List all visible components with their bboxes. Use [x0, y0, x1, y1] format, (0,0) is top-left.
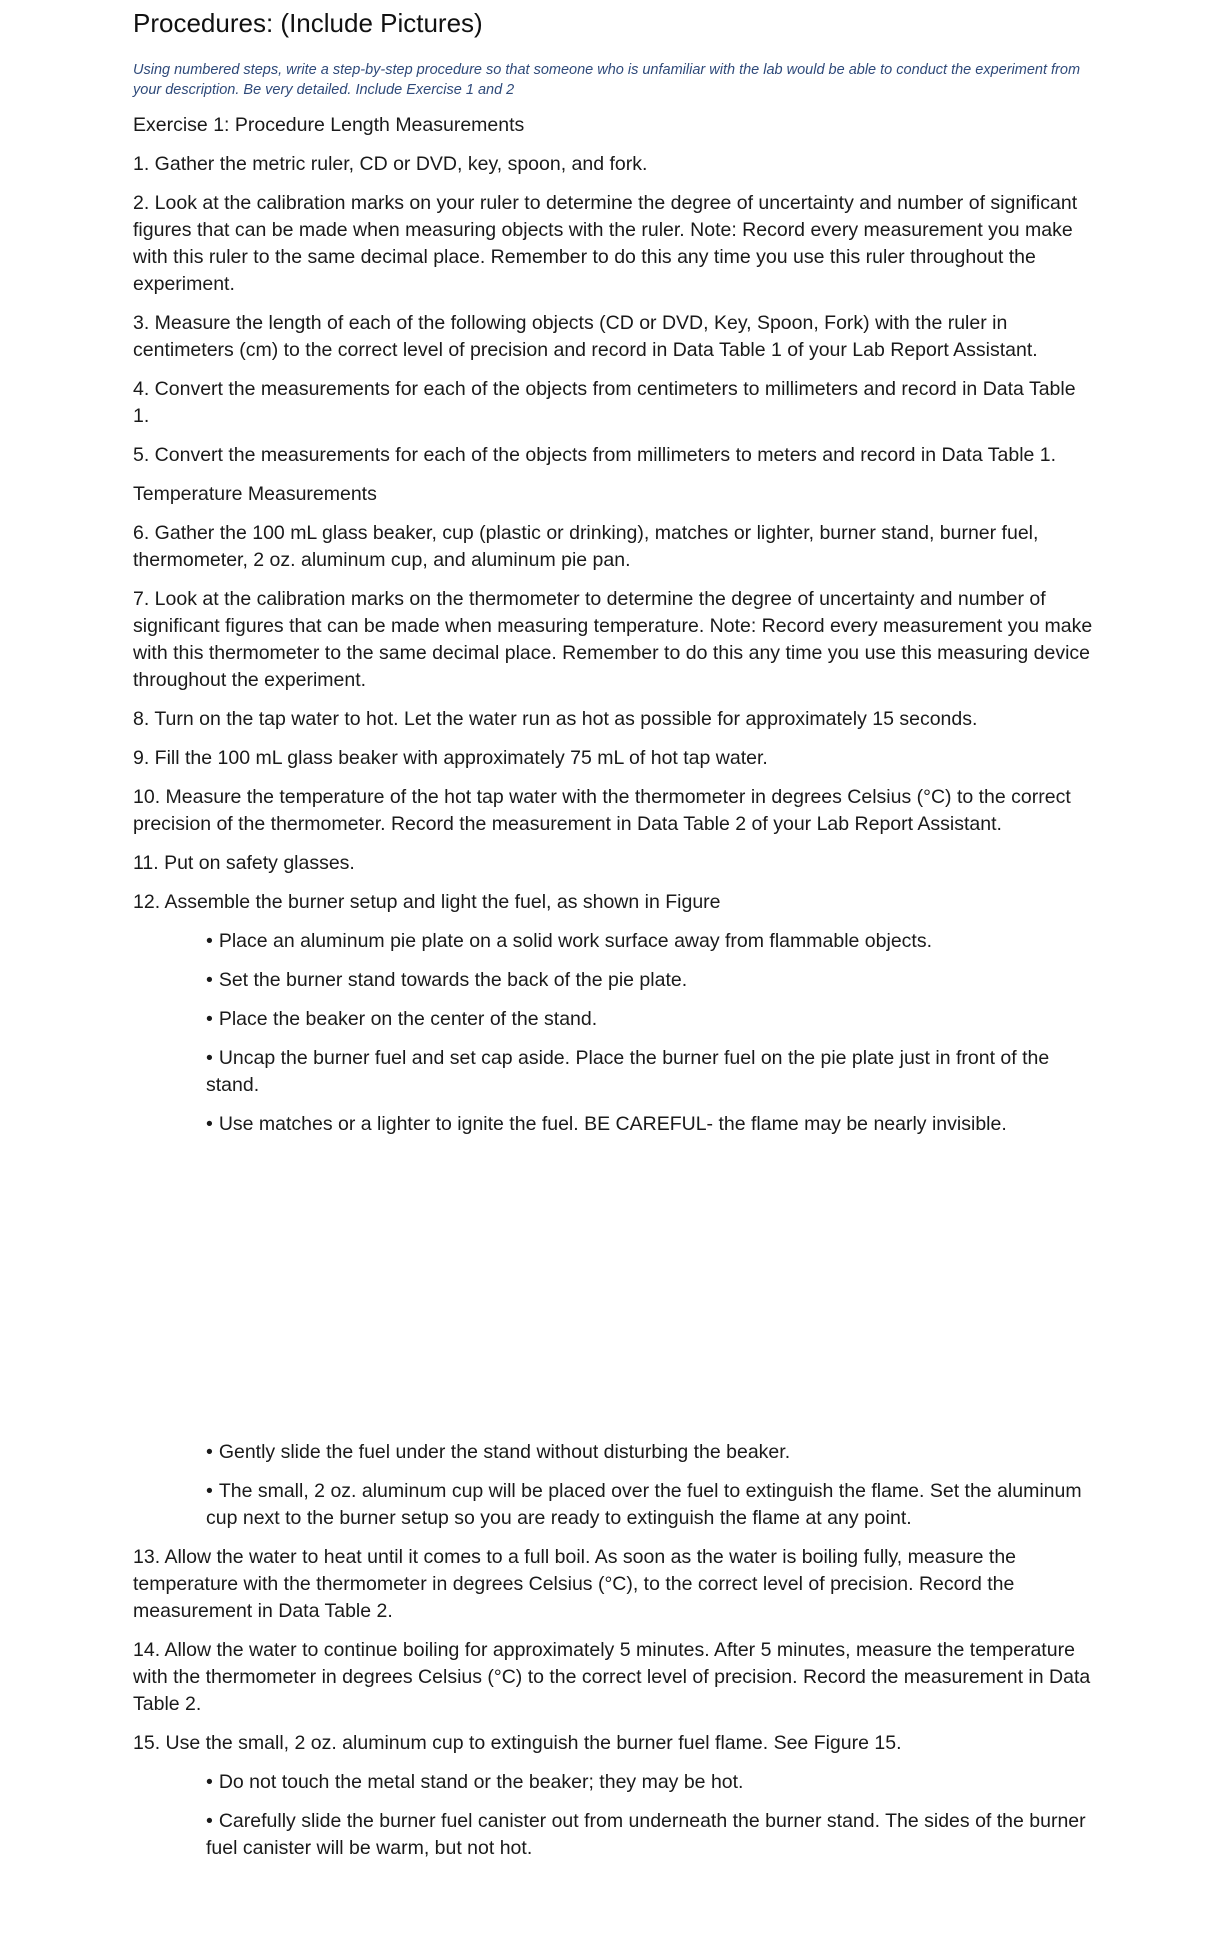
bullet-dot: •: [206, 969, 213, 991]
procedure-step: 10. Measure the temperature of the hot tap water with the thermometer in degrees Celsius (°C) to the correct precision of the thermometer. Record the measurement in Data Table 2 of your Lab Report Assistant.: [133, 786, 1071, 835]
bullet-dot: •: [206, 1480, 213, 1502]
procedure-step: 15. Use the small, 2 oz. aluminum cup to extinguish the burner fuel flame. See Figure 15.: [133, 1732, 902, 1754]
bullet-item: [206, 928, 1093, 955]
bullet-text: Gently slide the fuel under the stand without disturbing the beaker.: [218, 1441, 791, 1463]
procedure-step: 4. Convert the measurements for each of the objects from centimeters to millimeters and record in Data Table 1.: [133, 378, 1076, 427]
procedure-step: 3. Measure the length of each of the following objects (CD or DVD, Key, Spoon, Fork) with the ruler in centimeters (cm) to the correct level of precision and record in Data Table 1 of your Lab Report Assistant.: [133, 312, 1038, 361]
bullet-dot: •: [206, 930, 213, 952]
bullet-item: [206, 1808, 1093, 1862]
procedure-step: 11. Put on safety glasses.: [133, 852, 355, 874]
bullet-item: [206, 1478, 1093, 1532]
bullet-item: [206, 1045, 1093, 1099]
bullet-text: Carefully slide the burner fuel canister out from underneath the burner stand. The sides of the burner fuel canister will be warm, but not hot.: [206, 1810, 1086, 1859]
procedure-step: 2. Look at the calibration marks on your ruler to determine the degree of uncertainty and number of significant figures that can be made when measuring objects with the ruler. Note: Record every measurement you make with this ruler to the same decimal place. Remember to do this any time you use this ruler throughout the experiment.: [133, 192, 1078, 295]
procedure-step: 12. Assemble the burner setup and light the fuel, as shown in Figure: [133, 891, 721, 913]
bullet-item: [206, 967, 1093, 994]
bullet-item: [206, 1769, 1093, 1796]
bullet-dot: •: [206, 1771, 213, 1793]
page-title: Procedures: (Include Pictures): [133, 8, 483, 38]
procedure-step: 14. Allow the water to continue boiling for approximately 5 minutes. After 5 minutes, measure the temperature with the thermometer in degrees Celsius (°C) to the correct level of precision. Record the measurement in Data Table 2.: [133, 1639, 1091, 1715]
procedure-step: 6. Gather the 100 mL glass beaker, cup (plastic or drinking), matches or lighter, burner stand, burner fuel, thermometer, 2 oz. aluminum cup, and aluminum pie pan.: [133, 522, 1039, 571]
figure-placeholder: [133, 1150, 1093, 1439]
document-page: [133, 6, 1093, 1874]
bullet-text: Do not touch the metal stand or the beaker; they may be hot.: [218, 1771, 744, 1793]
bullet-item: [206, 1006, 1093, 1033]
bullet-dot: •: [206, 1441, 213, 1463]
bullet-text: Place an aluminum pie plate on a solid work surface away from flammable objects.: [218, 930, 932, 952]
bullet-dot: •: [206, 1047, 213, 1069]
procedure-step: 7. Look at the calibration marks on the thermometer to determine the degree of uncertainty and number of significant figures that can be made when measuring temperature. Note: Record every measurement you make with this thermometer to the same decimal place. Remember to do this any time you use this measuring device throughout the experiment.: [133, 588, 1093, 691]
bullet-dot: •: [206, 1113, 213, 1135]
procedure-step: 8. Turn on the tap water to hot. Let the water run as hot as possible for approximately 15 seconds.: [133, 708, 978, 730]
bullet-item: [206, 1439, 1093, 1466]
bullet-text: The small, 2 oz. aluminum cup will be placed over the fuel to extinguish the flame. Set the aluminum cup next to the burner setup so you are ready to extinguish the flame at any point.: [206, 1480, 1082, 1529]
bullet-text: Set the burner stand towards the back of the pie plate.: [218, 969, 688, 991]
assignment-instructions: Using numbered steps, write a step-by-step procedure so that someone who is unfamiliar with the lab would be able to conduct the experiment from your description. Be very detailed. Include Exercise 1 and 2: [133, 62, 1081, 98]
procedure-step: 9. Fill the 100 mL glass beaker with approximately 75 mL of hot tap water.: [133, 747, 768, 769]
exercise-heading: Exercise 1: Procedure Length Measurements: [133, 114, 525, 136]
bullet-text: Uncap the burner fuel and set cap aside. Place the burner fuel on the pie plate just in front of the stand.: [206, 1047, 1050, 1096]
bullet-dot: •: [206, 1810, 213, 1832]
bullet-text: Use matches or a lighter to ignite the fuel. BE CAREFUL- the flame may be nearly invisible.: [218, 1113, 1007, 1135]
bullet-dot: •: [206, 1008, 213, 1030]
bullet-item: [206, 1111, 1093, 1138]
temperature-heading: Temperature Measurements: [133, 483, 377, 505]
bullet-text: Place the beaker on the center of the stand.: [218, 1008, 598, 1030]
procedure-step: 1. Gather the metric ruler, CD or DVD, key, spoon, and fork.: [133, 153, 648, 175]
procedure-step: 13. Allow the water to heat until it comes to a full boil. As soon as the water is boiling fully, measure the temperature with the thermometer in degrees Celsius (°C), to the correct level of precision. Record the measurement in Data Table 2.: [133, 1546, 1017, 1622]
procedure-step: 5. Convert the measurements for each of the objects from millimeters to meters and record in Data Table 1.: [133, 444, 1057, 466]
